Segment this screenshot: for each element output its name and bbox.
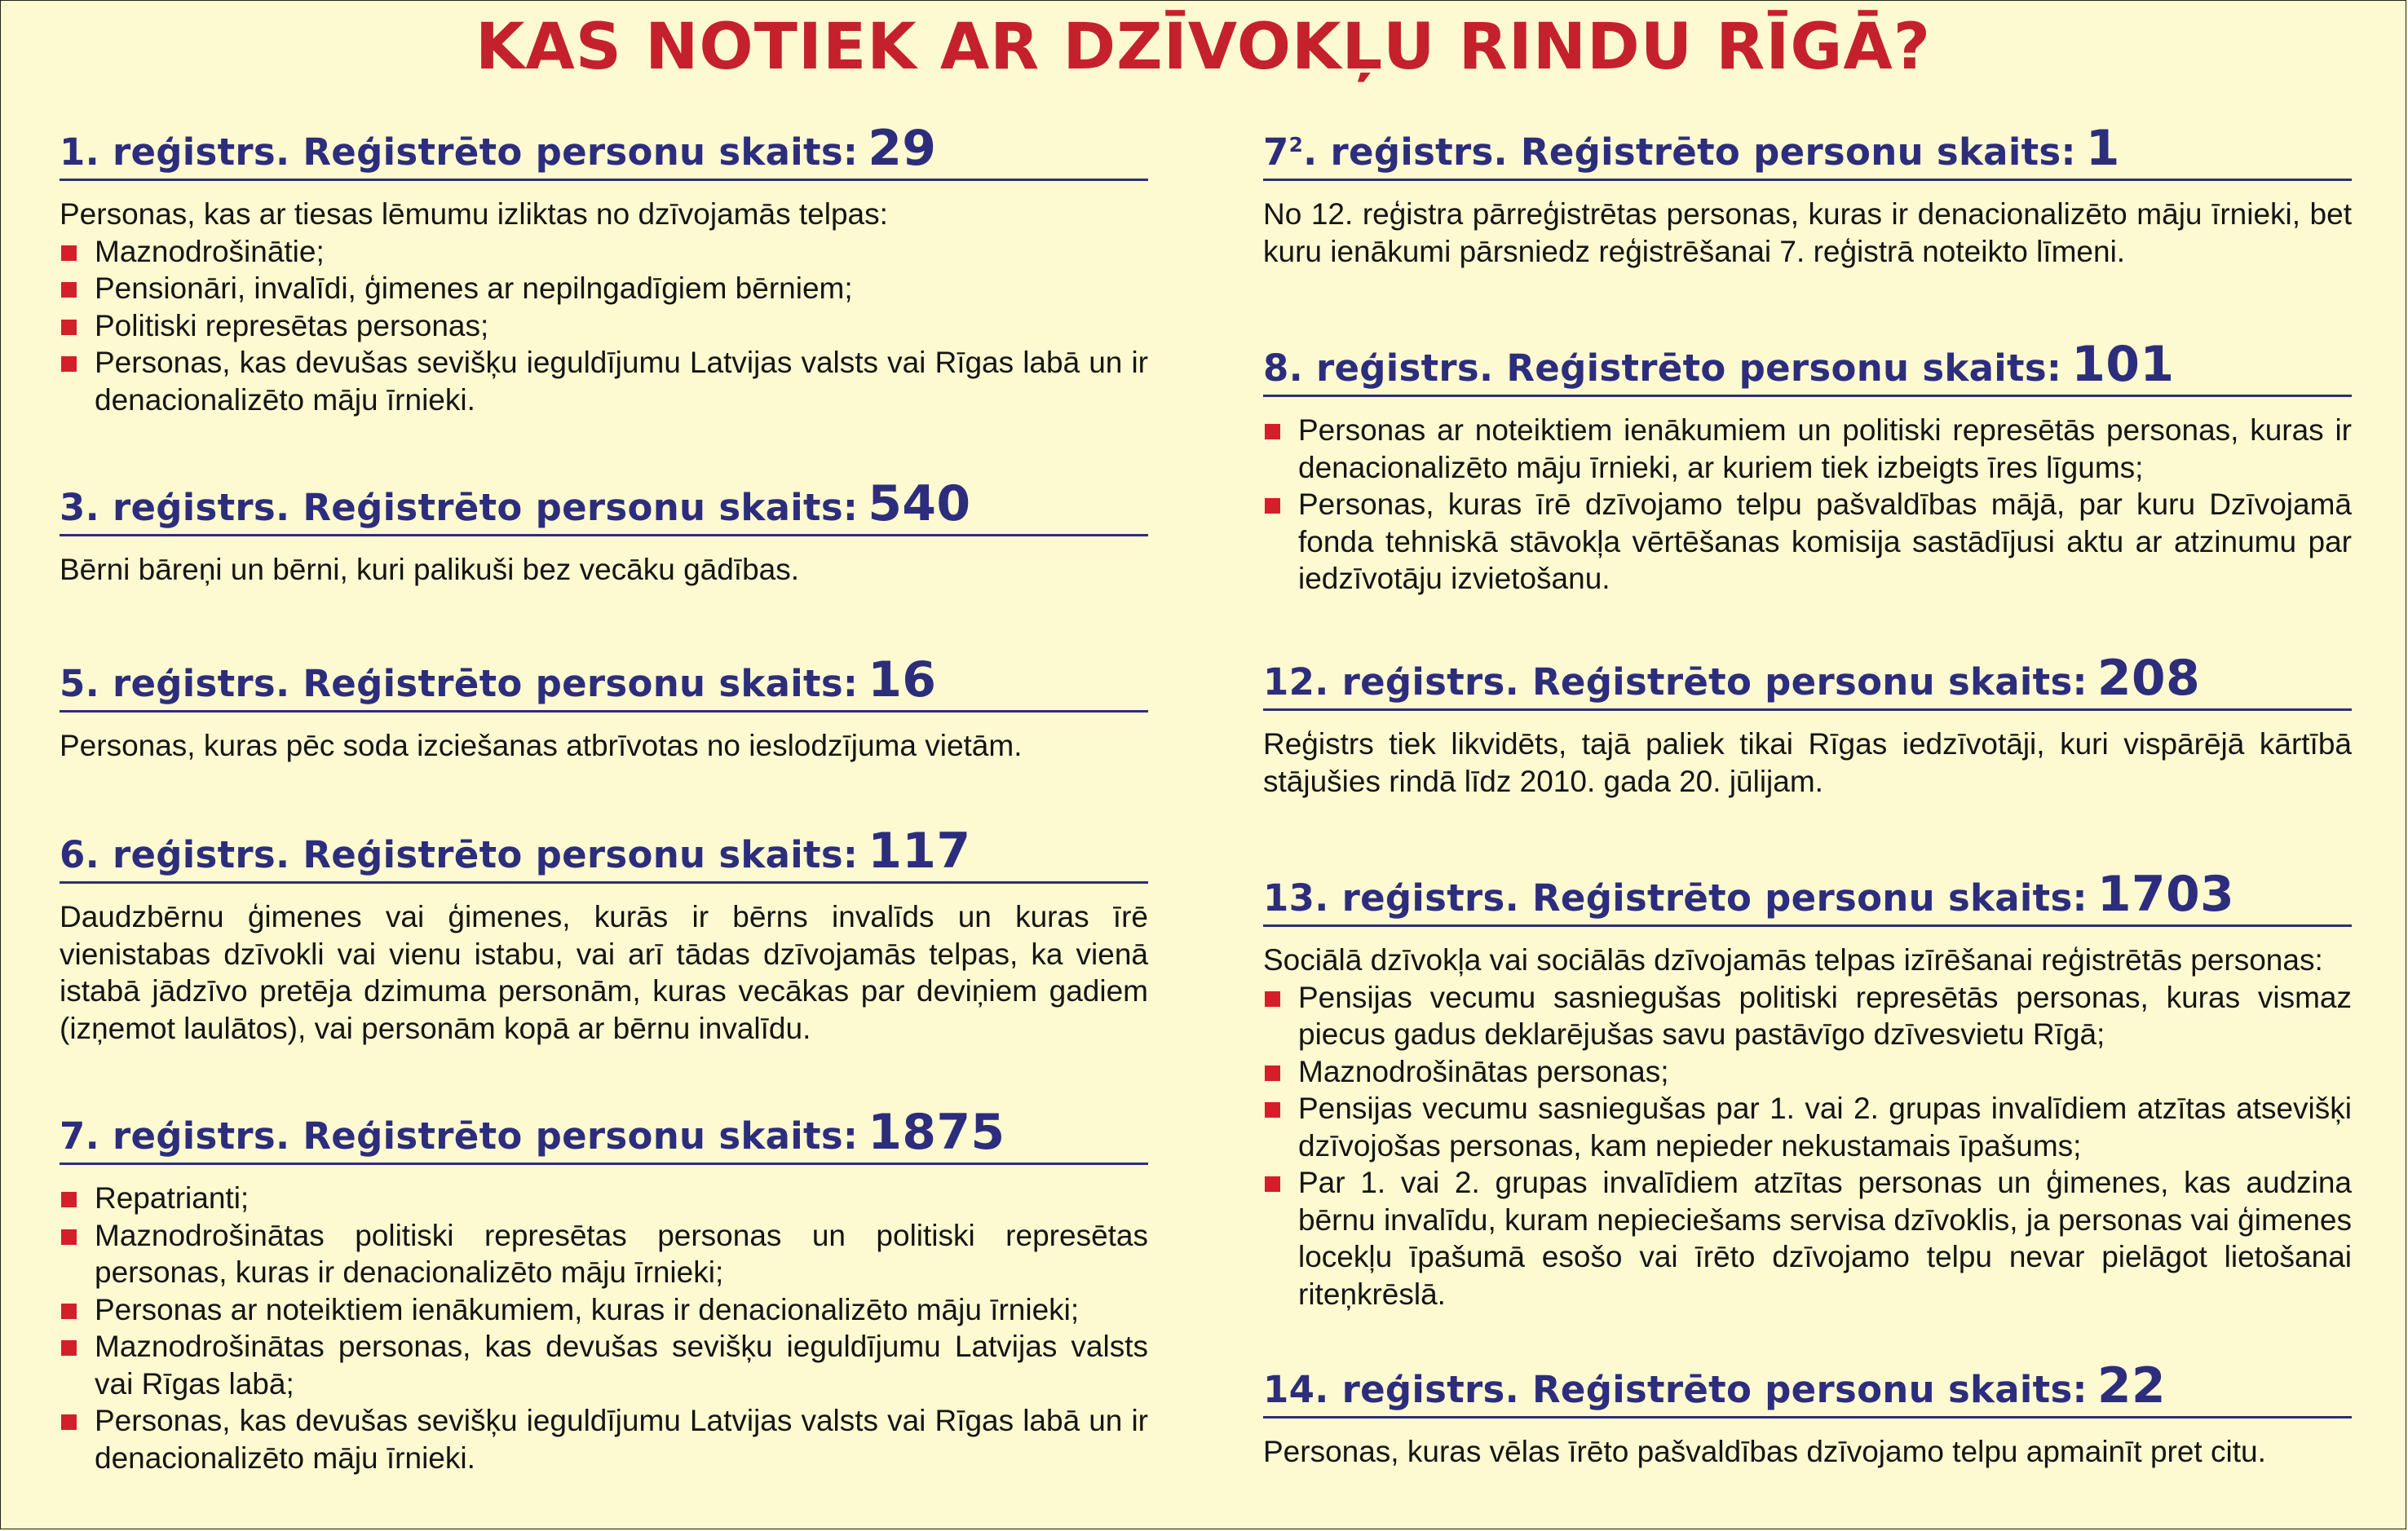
register-count: 22 (2097, 1357, 2166, 1414)
list-item (1263, 486, 2352, 598)
register-section (60, 120, 1148, 418)
register-title (1263, 120, 2120, 177)
register-body (1263, 412, 2352, 598)
list-item (60, 1402, 1148, 1476)
register-count: 540 (868, 475, 971, 532)
register-description: No 12. reģistra pārreģistrētas personas, kuras ir denacionalizēto māju īrnieki, bet kuru ienākumi pārsniedz reģistrēšanai 7. reģistrā noteikto līmeni. (1263, 197, 2352, 268)
register-section (60, 651, 1148, 765)
register-label-text: 3. reģistrs. Reģistrēto personu skaits: (60, 486, 859, 529)
register-description: Bērni bāreņi un bērni, kuri palikuši bez vecāku gādības. (60, 553, 800, 586)
red-square-bullet-icon (61, 1304, 77, 1319)
register-body (1263, 726, 2352, 800)
list-item-text: Personas, kuras īrē dzīvojamo telpu pašvaldības mājā, par kuru Dzīvojamā fonda tehniskā stāvokļa vērtēšanas komisija sastādījusi aktu ar atzinumu par iedzīvotāju izvietošanu. (1298, 488, 2352, 595)
list-item (60, 307, 1148, 345)
list-item-text: Maznodrošinātas personas; (1298, 1054, 1669, 1088)
register-description: Reģistrs tiek likvidēts, tajā paliek tikai Rīgas iedzīvotāji, kuri vispārējā kārtībā stājušies rindā līdz 2010. gada 20. jūlijam. (1263, 727, 2352, 798)
list-item-text: Personas ar noteiktiem ienākumiem, kuras ir denacionalizēto māju īrnieki; (95, 1292, 1080, 1326)
list-item-text: Personas, kas devušas sevišķu ieguldījumu Latvijas valsts vai Rīgas labā un ir denacionalizēto māju īrnieki. (95, 1404, 1148, 1475)
register-label-text: 1. reģistrs. Reģistrēto personu skaits: (60, 130, 859, 174)
register-superscript: 2 (1288, 133, 1304, 157)
register-section (60, 823, 1148, 1047)
register-heading (60, 120, 1148, 181)
red-square-bullet-icon (1265, 1066, 1280, 1081)
register-description: Daudzbērnu ģimenes vai ģimenes, kurās ir bērns invalīds un kuras īrē vienistabas dzīvokli vai vienu istabu, vai arī tādas dzīvojamās telpas, ka vienā istabā jādzīvo pretēja dzimuma personām, kuras vecākas par deviņiem gadiem (izņemot laulātos), vai personām kopā ar bērnu invalīdu. (60, 900, 1148, 1045)
page-title: KAS NOTIEK AR DZĪVOKĻU RINDU RĪGĀ? (475, 11, 1931, 84)
register-heading (1263, 120, 2352, 181)
red-square-bullet-icon (61, 356, 77, 372)
register-label-text: 14. reģistrs. Reģistrēto personu skaits: (1263, 1368, 2088, 1411)
register-body (60, 727, 1148, 765)
register-criteria-list (1263, 979, 2352, 1313)
register-section (1263, 120, 2352, 270)
register-label-text: 13. reģistrs. Reģistrēto personu skaits: (1263, 876, 2088, 920)
register-description: Personas, kuras pēc soda izciešanas atbrīvotas no ieslodzījuma vietām. (60, 729, 1023, 762)
list-item (1263, 412, 2352, 486)
register-section (60, 1104, 1148, 1476)
red-square-bullet-icon (61, 282, 77, 298)
register-body (1263, 196, 2352, 270)
list-item (60, 1217, 1148, 1291)
register-label-text: 7. reģistrs. Reģistrēto personu skaits: (60, 1114, 859, 1158)
register-title (1263, 650, 2200, 707)
register-count: 208 (2097, 650, 2200, 707)
register-label-text: . reģistrs. Reģistrēto personu skaits: (1303, 130, 2076, 174)
register-body (60, 551, 1148, 589)
list-item-text: Maznodrošinātie; (95, 234, 325, 268)
register-label-text: 8. reģistrs. Reģistrēto personu skaits: (1263, 346, 2062, 390)
list-item-text: Maznodrošinātas personas, kas devušas sevišķu ieguldījumu Latvijas valsts vai Rīgas labā; (95, 1330, 1148, 1401)
register-count: 101 (2071, 336, 2175, 393)
register-body (1263, 1433, 2352, 1471)
register-section (1263, 866, 2352, 1313)
register-heading (1263, 866, 2352, 927)
list-item-text: Personas ar noteiktiem ienākumiem un politiski represētās personas, kuras ir denacionalizēto māju īrnieki, ar kuriem tiek izbeigts īres līgums; (1298, 413, 2352, 484)
list-item (60, 1328, 1148, 1402)
register-body (1263, 942, 2352, 1313)
register-heading (1263, 336, 2352, 397)
register-section (1263, 650, 2352, 800)
register-criteria-list (1263, 412, 2352, 598)
register-description: Personas, kuras vēlas īrēto pašvaldības dzīvojamo telpu apmainīt pret citu. (1263, 1435, 2266, 1468)
list-item (60, 344, 1148, 418)
register-title (60, 475, 970, 532)
list-item-text: Pensionāri, invalīdi, ģimenes ar nepilngadīgiem bērniem; (95, 271, 853, 305)
register-title (60, 120, 936, 177)
register-title (1263, 866, 2234, 923)
red-square-bullet-icon (1265, 498, 1280, 514)
red-square-bullet-icon (61, 245, 77, 261)
register-title (60, 651, 936, 708)
register-count: 1 (2085, 120, 2120, 177)
register-count: 16 (868, 651, 937, 708)
register-count: 117 (868, 823, 971, 880)
register-section (1263, 1357, 2352, 1471)
register-label-text: 6. reģistrs. Reģistrēto personu skaits: (60, 833, 859, 876)
red-square-bullet-icon (1265, 1102, 1280, 1118)
register-heading (60, 1104, 1148, 1165)
list-item (1263, 979, 2352, 1053)
register-label-text: 12. reģistrs. Reģistrēto personu skaits: (1263, 660, 2088, 704)
register-title (1263, 1357, 2166, 1414)
register-count: 1703 (2097, 866, 2235, 923)
register-heading (1263, 1357, 2352, 1418)
register-title (1263, 336, 2174, 393)
red-square-bullet-icon (61, 320, 77, 335)
register-body (60, 196, 1148, 418)
red-square-bullet-icon (61, 1414, 77, 1430)
list-item-text: Repatrianti; (95, 1181, 250, 1215)
list-item-text: Politiski represētas personas; (95, 308, 489, 342)
list-item-text: Pensijas vecumu sasniegušas politiski represētās personas, kuras vismaz piecus gadus deklarējušas savu pastāvīgo dzīvesvietu Rīgā; (1298, 980, 2352, 1051)
list-item-text: Par 1. vai 2. grupas invalīdiem atzītas personas un ģimenes, kas audzina bērnu invalīdu, kuram nepieciešams servisa dzīvoklis, ja personas vai ģimenes locekļu īpašumā esošo vai īrēto dzīvojamo telpu nevar pielāgot lietošanai riteņkrēslā. (1298, 1166, 2352, 1311)
register-title (60, 823, 970, 880)
list-item (60, 1291, 1148, 1329)
register-section (1263, 336, 2352, 598)
list-item-text: Pensijas vecumu sasniegušas par 1. vai 2. grupas invalīdiem atzītas atsevišķi dzīvojošas personas, kam nepieder nekustamais īpašums; (1298, 1092, 2352, 1163)
red-square-bullet-icon (61, 1229, 77, 1245)
register-title (60, 1104, 1005, 1161)
register-heading (60, 475, 1148, 536)
register-criteria-list (60, 1180, 1148, 1476)
list-item (60, 1180, 1148, 1217)
register-heading (60, 823, 1148, 884)
register-description: Sociālā dzīvokļa vai sociālās dzīvojamās telpas izīrēšanai reģistrētās personas: (1263, 943, 2323, 977)
register-description: Personas, kas ar tiesas lēmumu izliktas no dzīvojamās telpas: (60, 197, 888, 231)
red-square-bullet-icon (61, 1340, 77, 1356)
list-item (1263, 1164, 2352, 1313)
register-count: 1875 (868, 1104, 1005, 1161)
red-square-bullet-icon (1265, 991, 1280, 1007)
red-square-bullet-icon (1265, 1176, 1280, 1192)
register-label-text: 5. reģistrs. Reģistrēto personu skaits: (60, 662, 859, 705)
list-item (1263, 1090, 2352, 1164)
register-criteria-list (60, 233, 1148, 419)
list-item (60, 233, 1148, 271)
list-item (60, 270, 1148, 307)
list-item (1263, 1053, 2352, 1091)
register-heading (60, 651, 1148, 713)
register-body (60, 898, 1148, 1047)
list-item-text: Personas, kas devušas sevišķu ieguldījumu Latvijas valsts vai Rīgas labā un ir denacionalizēto māju īrnieki. (95, 346, 1148, 417)
red-square-bullet-icon (61, 1192, 77, 1207)
list-item-text: Maznodrošinātas politiski represētas personas un politiski represētas personas, kuras ir denacionalizēto māju īrnieki; (95, 1218, 1148, 1289)
register-body (60, 1180, 1148, 1476)
register-section (60, 475, 1148, 589)
register-number: 7 (1263, 130, 1289, 174)
register-count: 29 (868, 120, 937, 177)
register-heading (1263, 650, 2352, 711)
red-square-bullet-icon (1265, 424, 1280, 439)
